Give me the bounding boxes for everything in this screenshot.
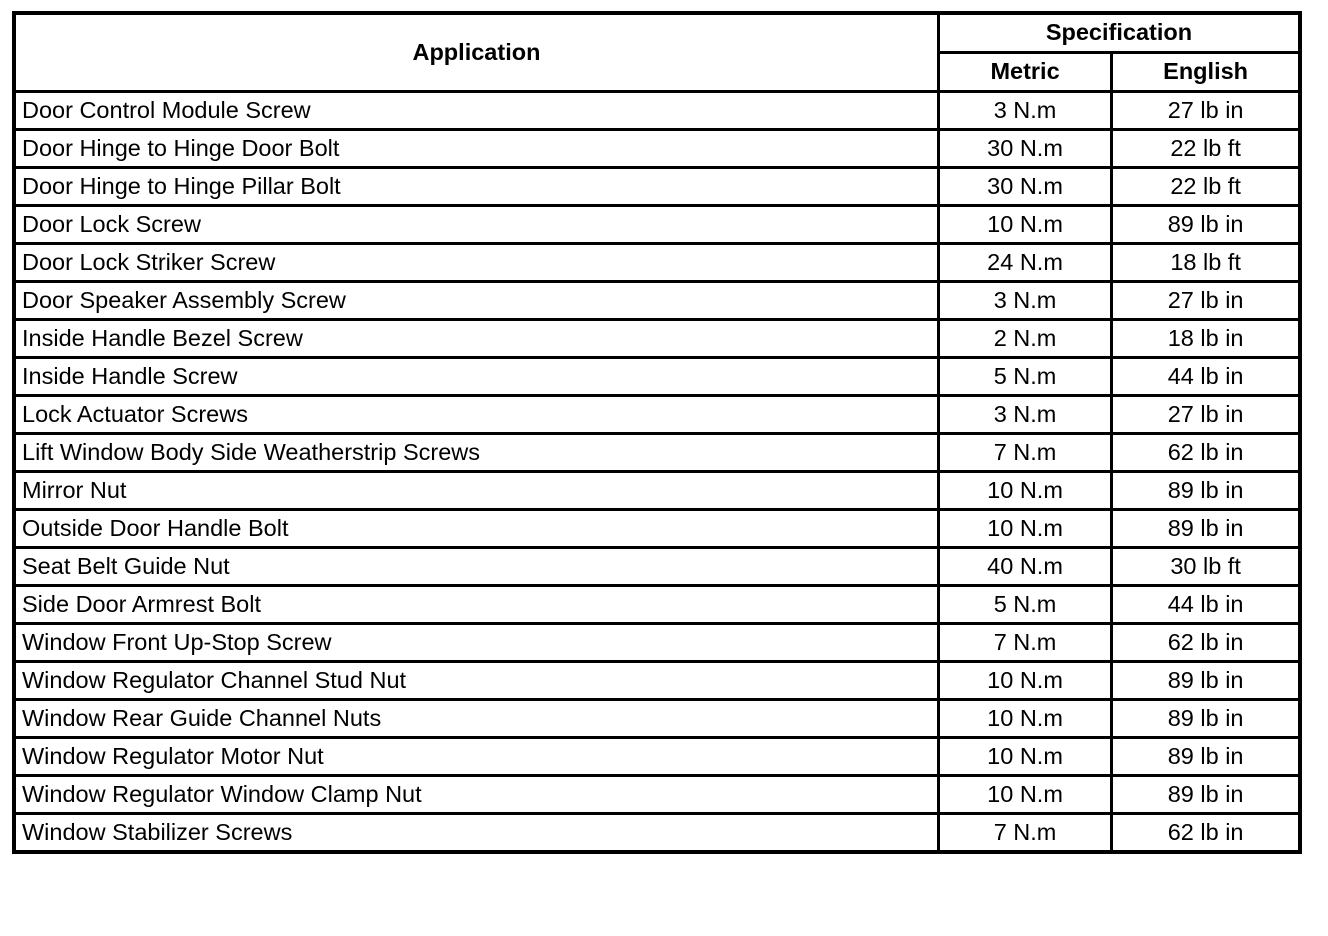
english-cell: 89 lb in: [1112, 776, 1300, 814]
application-header: Application: [14, 13, 938, 92]
english-cell: 27 lb in: [1112, 92, 1300, 130]
table-row: [14, 320, 1300, 358]
metric-cell: 7 N.m: [938, 624, 1111, 662]
metric-cell: 24 N.m: [938, 244, 1111, 282]
table-row: [14, 472, 1300, 510]
application-cell: Door Control Module Screw: [14, 92, 938, 130]
header-row-top: [14, 13, 1300, 53]
table-row: [14, 396, 1300, 434]
english-header: English: [1112, 53, 1300, 92]
table-row: [14, 624, 1300, 662]
application-cell: Window Regulator Channel Stud Nut: [14, 662, 938, 700]
metric-cell: 3 N.m: [938, 396, 1111, 434]
english-cell: 89 lb in: [1112, 472, 1300, 510]
application-cell: Window Stabilizer Screws: [14, 814, 938, 853]
english-cell: 44 lb in: [1112, 358, 1300, 396]
application-cell: Inside Handle Screw: [14, 358, 938, 396]
metric-cell: 7 N.m: [938, 434, 1111, 472]
table-row: [14, 548, 1300, 586]
metric-cell: 3 N.m: [938, 282, 1111, 320]
table-row: [14, 358, 1300, 396]
english-cell: 89 lb in: [1112, 738, 1300, 776]
table-row: [14, 282, 1300, 320]
application-cell: Door Lock Striker Screw: [14, 244, 938, 282]
english-cell: 18 lb ft: [1112, 244, 1300, 282]
english-cell: 62 lb in: [1112, 814, 1300, 853]
english-cell: 89 lb in: [1112, 662, 1300, 700]
table-row: [14, 244, 1300, 282]
application-cell: Seat Belt Guide Nut: [14, 548, 938, 586]
metric-cell: 5 N.m: [938, 586, 1111, 624]
english-cell: 22 lb ft: [1112, 168, 1300, 206]
application-cell: Lock Actuator Screws: [14, 396, 938, 434]
application-cell: Window Regulator Window Clamp Nut: [14, 776, 938, 814]
english-cell: 44 lb in: [1112, 586, 1300, 624]
table-row: [14, 776, 1300, 814]
metric-cell: 10 N.m: [938, 776, 1111, 814]
table-row: [14, 130, 1300, 168]
application-cell: Outside Door Handle Bolt: [14, 510, 938, 548]
english-cell: 18 lb in: [1112, 320, 1300, 358]
application-cell: Door Hinge to Hinge Pillar Bolt: [14, 168, 938, 206]
table-row: [14, 92, 1300, 130]
metric-cell: 30 N.m: [938, 130, 1111, 168]
english-cell: 22 lb ft: [1112, 130, 1300, 168]
metric-cell: 40 N.m: [938, 548, 1111, 586]
english-cell: 62 lb in: [1112, 434, 1300, 472]
table-row: [14, 586, 1300, 624]
table-row: [14, 662, 1300, 700]
metric-cell: 30 N.m: [938, 168, 1111, 206]
fastener-spec-table: [12, 11, 1302, 854]
application-cell: Window Rear Guide Channel Nuts: [14, 700, 938, 738]
metric-cell: 10 N.m: [938, 206, 1111, 244]
table-header: [14, 13, 1300, 92]
english-cell: 62 lb in: [1112, 624, 1300, 662]
metric-cell: 10 N.m: [938, 700, 1111, 738]
metric-cell: 10 N.m: [938, 738, 1111, 776]
application-cell: Door Hinge to Hinge Door Bolt: [14, 130, 938, 168]
table-body: [14, 92, 1300, 853]
metric-cell: 7 N.m: [938, 814, 1111, 853]
application-cell: Lift Window Body Side Weatherstrip Screws: [14, 434, 938, 472]
metric-cell: 5 N.m: [938, 358, 1111, 396]
application-cell: Window Regulator Motor Nut: [14, 738, 938, 776]
table-row: [14, 434, 1300, 472]
metric-cell: 10 N.m: [938, 510, 1111, 548]
metric-cell: 3 N.m: [938, 92, 1111, 130]
metric-cell: 2 N.m: [938, 320, 1111, 358]
metric-cell: 10 N.m: [938, 472, 1111, 510]
table-row: [14, 168, 1300, 206]
metric-header: Metric: [938, 53, 1111, 92]
english-cell: 89 lb in: [1112, 700, 1300, 738]
application-cell: Side Door Armrest Bolt: [14, 586, 938, 624]
english-cell: 27 lb in: [1112, 282, 1300, 320]
application-cell: Mirror Nut: [14, 472, 938, 510]
table-row: [14, 814, 1300, 853]
english-cell: 89 lb in: [1112, 206, 1300, 244]
application-cell: Inside Handle Bezel Screw: [14, 320, 938, 358]
english-cell: 27 lb in: [1112, 396, 1300, 434]
application-cell: Door Speaker Assembly Screw: [14, 282, 938, 320]
table-row: [14, 738, 1300, 776]
english-cell: 30 lb ft: [1112, 548, 1300, 586]
metric-cell: 10 N.m: [938, 662, 1111, 700]
application-cell: Window Front Up-Stop Screw: [14, 624, 938, 662]
specification-header: Specification: [938, 13, 1300, 53]
english-cell: 89 lb in: [1112, 510, 1300, 548]
table-row: [14, 510, 1300, 548]
table-row: [14, 206, 1300, 244]
application-cell: Door Lock Screw: [14, 206, 938, 244]
table-row: [14, 700, 1300, 738]
